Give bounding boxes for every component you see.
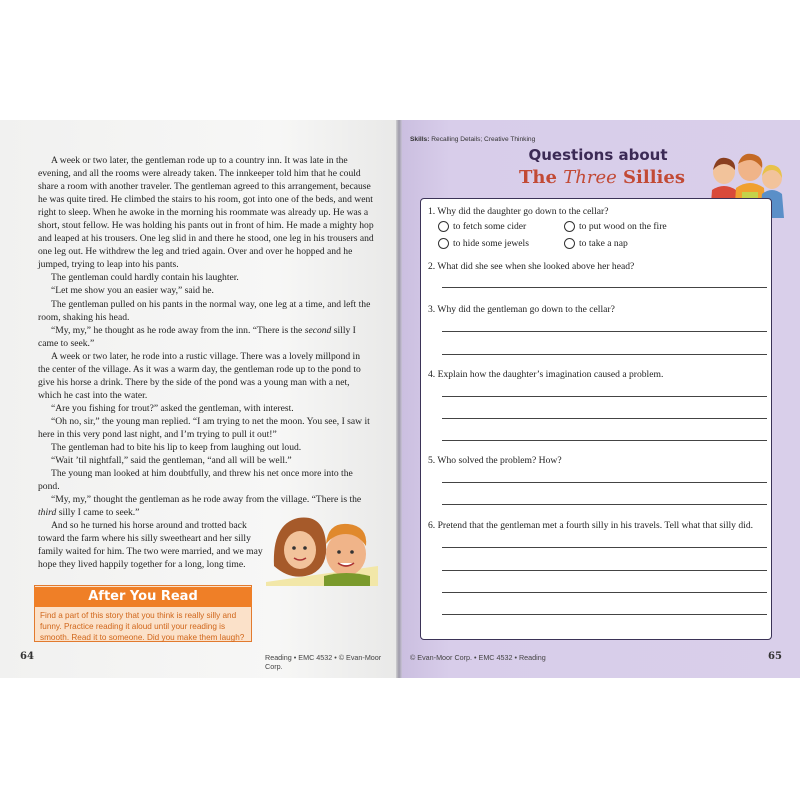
- answer-line[interactable]: [442, 592, 767, 593]
- book-spread: [0, 120, 800, 678]
- question-6: 6. Pretend that the gentleman met a fourth silly in his travels. Tell what that silly did.: [428, 520, 754, 531]
- answer-line[interactable]: [442, 354, 767, 355]
- radio-bubble[interactable]: [564, 221, 575, 232]
- story-fragment: “My, my,” he thought as he rode away from the inn. “There is the: [51, 324, 305, 336]
- answer-line[interactable]: [442, 570, 767, 571]
- radio-bubble[interactable]: [438, 238, 449, 249]
- story-paragraph: [38, 324, 374, 350]
- answer-line[interactable]: [442, 614, 767, 615]
- story-paragraph: “Are you fishing for trout?” asked the gentleman, with interest.: [51, 402, 294, 414]
- option-label: to put wood on the fire: [579, 221, 667, 232]
- option-label: to hide some jewels: [453, 238, 529, 249]
- answer-line[interactable]: [442, 482, 767, 483]
- story-emphasis: second: [304, 324, 332, 336]
- story-paragraph: A week or two later, the gentleman rode up to a country inn. It was late in the evening, and all the rooms were already taken. The innkeeper told him that he could share a room with another traveler. The gentleman agreed to this arrangement, because he was quite tired. He climbed the stairs to his room, got into one of the beds, and went right to sleep. When he awoke in the morning his roommate was already up. He was a short, stout fellow. He was holding his pants out in front of him. He made a mighty hop and leaped at his trousers. One leg slid in and there he stood, one leg in his trousers and one leg out. He withdrew the leg and tried again. Over and over he hopped and he jumped, trying to leap into his pants.: [38, 155, 374, 271]
- option-label: to take a nap: [579, 238, 628, 249]
- answer-line[interactable]: [442, 418, 767, 419]
- page-footer: © Evan-Moor Corp. • EMC 4532 • Reading: [410, 653, 546, 662]
- worksheet-title: Questions about: [528, 146, 668, 164]
- answer-option[interactable]: [564, 238, 628, 249]
- right-page: [402, 120, 800, 678]
- skills-text: Recalling Details; Creative Thinking: [431, 136, 536, 143]
- worksheet-subtitle: [518, 167, 686, 188]
- answer-option[interactable]: [438, 221, 526, 232]
- answer-option[interactable]: [438, 238, 529, 249]
- story-paragraph: The young man looked at him doubtfully, and threw his net once more into the pond.: [38, 468, 353, 493]
- answer-line[interactable]: [442, 440, 767, 441]
- answer-line[interactable]: [442, 331, 767, 332]
- title-word: The: [519, 167, 564, 188]
- story-fragment: silly I came to seek.”: [56, 507, 140, 519]
- answer-line[interactable]: [442, 396, 767, 397]
- story-paragraph: “Let me show you an easier way,” said he.: [51, 285, 214, 297]
- answer-line[interactable]: [442, 547, 767, 548]
- story-emphasis: third: [38, 507, 57, 519]
- left-page: [0, 120, 396, 678]
- page-number: 65: [768, 651, 782, 662]
- story-paragraph: And so he turned his horse around and trotted back toward the farm where his silly sweetheart and her silly family waited for him. The two were married, and we may hope they lived happily together for a long, long time.: [38, 520, 263, 571]
- story-paragraph: “Oh no, sir,” the young man replied. “I am trying to net the moon. You see, I saw it here in this very pond last night, and I’m trying to pull it out!”: [38, 415, 370, 440]
- radio-bubble[interactable]: [438, 221, 449, 232]
- radio-bubble[interactable]: [564, 238, 575, 249]
- story-fragment: “My, my,” thought the gentleman as he rode away from the village. “There is the: [51, 494, 362, 506]
- after-you-read-text: Find a part of this story that you think is really silly and funny. Practice reading it aloud until your reading is smooth. Read it to someone. Did you make them laugh?: [40, 611, 245, 643]
- question-4: 4. Explain how the daughter’s imagination caused a problem.: [428, 369, 664, 380]
- story-paragraph: A week or two later, he rode into a rustic village. There was a lovely millpond in the center of the village. As it was a warm day, the gentleman rode up to the pond to give his horse a drink. There by the side of the pond was a young man with a net, which he cast into the water.: [38, 350, 361, 401]
- skills-line: [410, 136, 535, 143]
- answer-line[interactable]: [442, 504, 767, 505]
- title-word: Sillies: [616, 167, 685, 188]
- question-3: 3. Why did the gentleman go down to the cellar?: [428, 304, 615, 315]
- answer-option[interactable]: [564, 221, 667, 232]
- option-label: to fetch some cider: [453, 221, 527, 232]
- answer-line[interactable]: [442, 287, 767, 288]
- question-2: 2. What did she see when she looked above her head?: [428, 261, 635, 272]
- question-1: 1. Why did the daughter go down to the cellar?: [428, 206, 609, 217]
- question-5: 5. Who solved the problem? How?: [428, 455, 562, 466]
- story-paragraph: The gentleman could hardly contain his laughter.: [51, 272, 239, 284]
- couple-illustration: [266, 504, 378, 586]
- after-you-read-title: After You Read: [34, 587, 252, 607]
- story-paragraph: The gentleman had to bite his lip to keep from laughing out loud.: [51, 442, 302, 454]
- story-fragment: silly I came to seek.”: [38, 324, 356, 349]
- page-footer: Reading • EMC 4532 • © Evan-Moor Corp.: [265, 653, 382, 671]
- page-number: 64: [20, 651, 34, 662]
- story-paragraph: “Wait ’til nightfall,” said the gentleman, “and all will be well.”: [51, 455, 292, 467]
- title-word: Three: [563, 167, 617, 188]
- skills-label: Skills:: [410, 136, 430, 143]
- story-paragraph: The gentleman pulled on his pants in the normal way, one leg at a time, and left the room, shaking his head.: [38, 298, 371, 323]
